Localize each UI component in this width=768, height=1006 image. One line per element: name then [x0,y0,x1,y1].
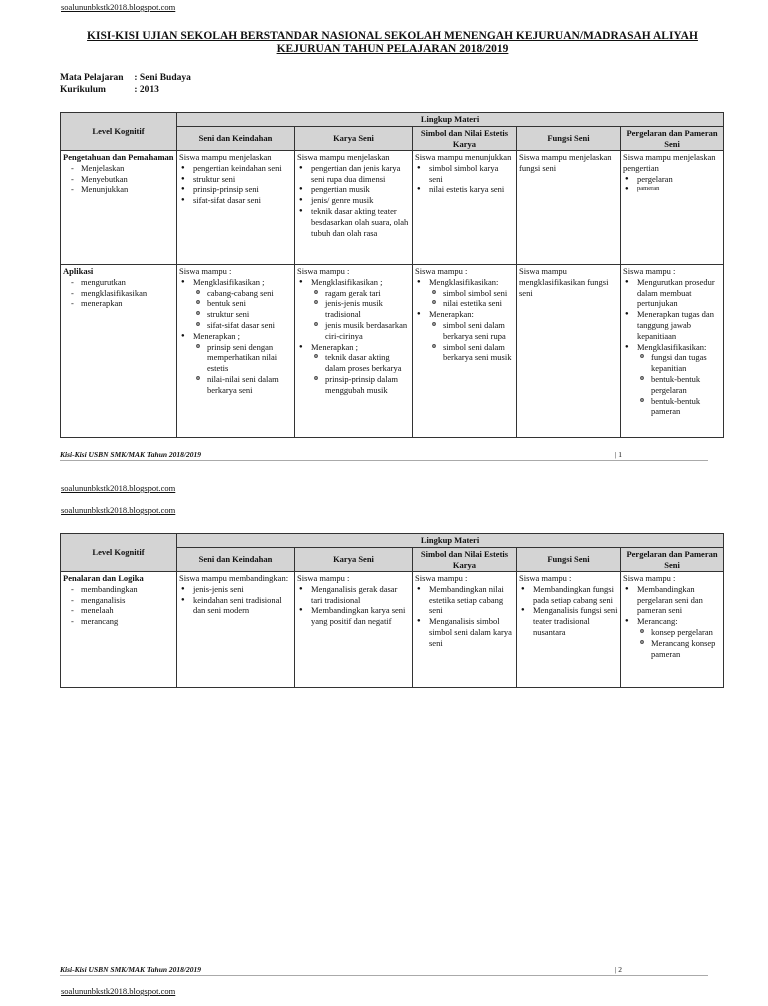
site-url-page-end[interactable]: soalununbkstk2018.blogspot.com [61,483,176,493]
list-item [179,331,292,396]
cell-intro: Siswa mampu menjelaskan [297,152,390,162]
cell-intro: Siswa mampu : [623,573,676,583]
page-footer-2 [60,965,708,976]
materi-cell [413,572,517,688]
list-item: ● Menganalisis gerak dasar tari tradisional [297,584,410,606]
list-item: ● Membandingkan nilai estetika setiap cabang seni [415,584,514,616]
list-item-label: Menerapkan ; [193,330,240,341]
document-meta [60,72,191,96]
cell-intro: Siswa mampu : [415,266,468,276]
list-item: - menelaah [63,605,174,616]
list-item: ● Membandingkan pergelaran seni dan pameran seni [623,584,721,616]
level-title: Pengetahuan dan Pemahaman [63,152,174,162]
list-item: ● Menganalisis simbol simbol seni dalam karya seni [415,616,514,648]
list-item [415,277,514,309]
list-item: ● pengertian keindahan seni [179,163,292,174]
materi-cell [177,151,295,265]
list-item: ● simbol simbol karya seni [415,163,514,185]
header-fungsi-seni: Fungsi Seni [517,548,621,572]
page-number: | 1 [614,450,622,459]
list-item-label: Mengklasifikasikan ; [193,276,265,287]
list-item-label: Merancang: [637,616,678,627]
materi-cell [177,572,295,688]
materi-cell [413,265,517,438]
cell-intro: Siswa mampu membandingkan: [179,573,289,583]
curriculum-label: Kurikulum [60,85,106,95]
header-karya-seni: Karya Seni [295,127,413,151]
materi-cell [621,572,724,688]
list-item: - membandingkan [63,584,174,595]
list-item: o nilai-nilai seni dalam berkarya seni [193,374,292,396]
list-item-label: Mengklasifikasikan: [637,341,707,352]
list-item-label: Mengklasifikasikan: [429,276,499,287]
list-item: ● keindahan seni tradisional dan seni modern [179,595,292,617]
cell-intro: Siswa mampu menjelaskan [179,152,272,162]
kisi-table-page-1 [60,112,724,438]
list-item: o simbol seni dalam berkarya seni musik [429,342,514,364]
footer-text: Kisi-Kisi USBN SMK/MAK Tahun 2018/2019 [60,965,202,974]
list-item: o bentuk seni [193,298,292,309]
materi-cell [295,265,413,438]
list-item: o ragam gerak tari [311,288,410,299]
subject-label: Mata Pelajaran [60,73,124,83]
cell-intro: Siswa mampu : [519,573,572,583]
level-title: Aplikasi [63,266,94,276]
cell-intro: Siswa mampu : [297,573,350,583]
list-item [623,342,721,418]
table-row [61,151,724,265]
list-item: - Menyebutkan [63,174,174,185]
list-item-label: Menerapkan ; [311,341,358,352]
list-item: ● nilai estetis karya seni [415,184,514,195]
list-item: ● Menerapkan tugas dan tanggung jawab kepanitiaan [623,309,721,341]
materi-cell [517,572,621,688]
list-item: o nilai estetika seni [429,298,514,309]
list-item: - menganalisis [63,595,174,606]
list-item: o prinsip-prinsip dalam menggubah musik [311,374,410,396]
list-item: ● Membandingkan karya seni yang positif dan negatif [297,605,410,627]
cell-intro: Siswa mampu menjelaskan fungsi seni [519,152,612,173]
header-level-kognitif: Level Kognitif [61,534,177,572]
materi-cell [413,151,517,265]
list-item: o teknik dasar akting dalam proses berkarya [311,352,410,374]
site-url-page-2[interactable]: soalununbkstk2018.blogspot.com [61,505,176,515]
list-item: - merancang [63,616,174,627]
cell-intro: Siswa mampu : [179,266,232,276]
list-item: - mengklasifikasikan [63,288,174,299]
list-item: ● teknik dasar akting teater besdasarkan olah suara, olah tubuh dan olah rasa [297,206,410,238]
list-item-label: Menerapkan: [429,309,474,320]
list-item: ● prinsip-prinsip seni [179,184,292,195]
materi-cell [517,151,621,265]
list-item: o cabang-cabang seni [193,288,292,299]
materi-cell [517,265,621,438]
page-number: | 2 [614,965,622,974]
cell-intro: Siswa mampu : [415,573,468,583]
list-item: ● pengertian musik [297,184,410,195]
header-fungsi-seni: Fungsi Seni [517,127,621,151]
materi-cell [295,572,413,688]
list-item: o struktur seni [193,309,292,320]
header-seni-keindahan: Seni dan Keindahan [177,548,295,572]
cell-intro: Siswa mampu mengklasifikasikan fungsi seni [519,266,609,298]
cell-intro: Siswa mampu menunjukkan [415,152,512,162]
header-pergelaran-pameran: Pergelaran dan Pameran Seni [621,127,724,151]
list-item: - mengurutkan [63,277,174,288]
header-pergelaran-pameran: Pergelaran dan Pameran Seni [621,548,724,572]
list-item: ● Menganalisis fungsi seni teater tradisional nusantara [519,605,618,637]
header-lingkup-materi: Lingkup Materi [177,534,724,548]
list-item: ● jenis/ genre musik [297,195,410,206]
subject-value: : Seni Budaya [134,73,191,83]
list-item: ● Membandingkan fungsi pada setiap cabang seni [519,584,618,606]
list-item [415,309,514,363]
site-url-top[interactable]: soalununbkstk2018.blogspot.com [61,2,176,12]
list-item: o jenis musik berdasarkan ciri-cirinya [311,320,410,342]
header-seni-keindahan: Seni dan Keindahan [177,127,295,151]
list-item [297,342,410,396]
list-item: - menerapkan [63,298,174,309]
list-item: o Merancang konsep pameran [637,638,721,660]
list-item [179,277,292,331]
cell-intro: Siswa mampu : [297,266,350,276]
header-lingkup-materi: Lingkup Materi [177,113,724,127]
header-level-kognitif: Level Kognitif [61,113,177,151]
list-item: ● pergelaran [623,174,721,185]
footer-text: Kisi-Kisi USBN SMK/MAK Tahun 2018/2019 [60,450,202,459]
header-karya-seni: Karya Seni [295,548,413,572]
list-item: o prinsip seni dengan memperhatikan nilai estetis [193,342,292,374]
list-item: - Menjelaskan [63,163,174,174]
materi-cell [177,265,295,438]
kisi-table-page-2 [60,533,724,688]
level-cell [61,572,177,688]
list-item: ● pameran [623,184,721,195]
curriculum-value: : 2013 [134,85,159,95]
list-item: o simbol seni dalam berkarya seni rupa [429,320,514,342]
list-item: o bentuk-bentuk pameran [637,396,721,418]
list-item: o konsep pergelaran [637,627,721,638]
list-item-label: Mengklasifikasikan ; [311,276,383,287]
list-item: o sifat-sifat dasar seni [193,320,292,331]
list-item: ● struktur seni [179,174,292,185]
header-simbol-nilai: Simbol dan Nilai Estetis Karya [413,548,517,572]
table-row [61,265,724,438]
document-title: KISI-KISI UJIAN SEKOLAH BERSTANDAR NASIONAL SEKOLAH MENENGAH KEJURUAN/MADRASAH ALIYAH KEJURUAN TAHUN PELAJARAN 2018/2019 [87,30,698,55]
site-url-bottom[interactable]: soalununbkstk2018.blogspot.com [61,986,176,996]
level-title: Penalaran dan Logika [63,573,144,583]
list-item: o fungsi dan tugas kepanitian [637,352,721,374]
materi-cell [295,151,413,265]
materi-cell [621,265,724,438]
header-simbol-nilai: Simbol dan Nilai Estetis Karya [413,127,517,151]
table-row [61,572,724,688]
list-item: o simbol simbol seni [429,288,514,299]
list-item: o bentuk-bentuk pergelaran [637,374,721,396]
list-item: ● jenis-jenis seni [179,584,292,595]
list-item: ● Mengurutkan prosedur dalam membuat pertunjukan [623,277,721,309]
page-footer-1 [60,450,708,461]
cell-intro: Siswa mampu : [623,266,676,276]
list-item: o jenis-jenis musik tradisional [311,298,410,320]
level-cell [61,265,177,438]
list-item: ● sifat-sifat dasar seni [179,195,292,206]
list-item [297,277,410,342]
level-cell [61,151,177,265]
list-item: - Menunjukkan [63,184,174,195]
materi-cell [621,151,724,265]
cell-intro: Siswa mampu menjelaskan pengertian [623,152,716,173]
list-item: ● pengertian dan jenis karya seni rupa dua dimensi [297,163,410,185]
list-item [623,616,721,659]
